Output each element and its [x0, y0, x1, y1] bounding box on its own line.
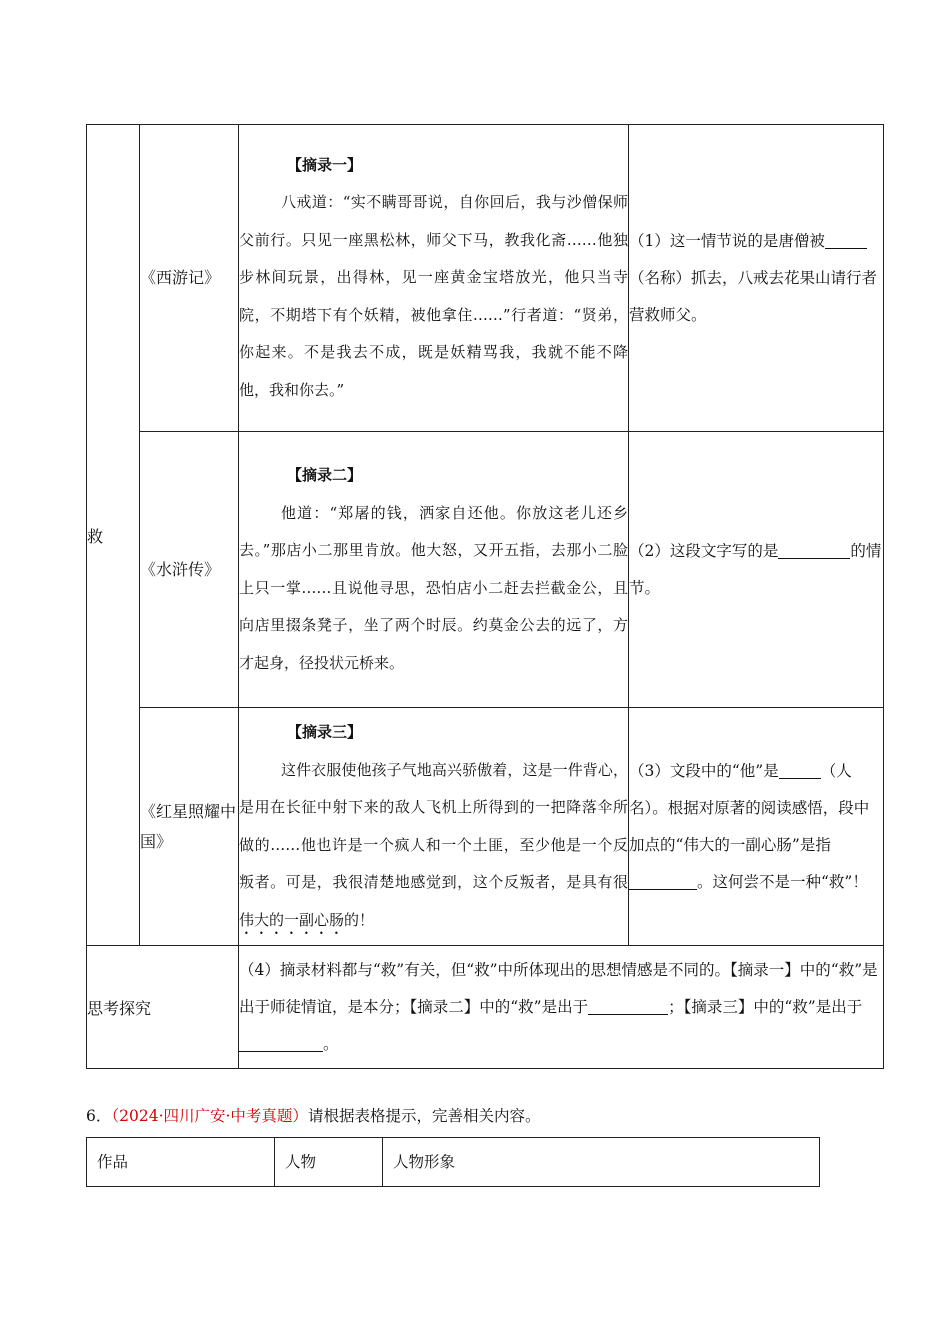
question-2 [629, 432, 884, 708]
excerpt-1-heading: 【摘录一】 [287, 155, 363, 174]
question-6-source: （2024·四川广安·中考真题） [111, 1107, 308, 1125]
think-question [239, 946, 884, 1069]
book-title-hongxing: 《红星照耀中国》 [140, 708, 239, 946]
excerpt-3-body [239, 752, 628, 940]
header-character: 人物 [275, 1138, 383, 1187]
answer-blank-3a[interactable] [779, 762, 821, 779]
question-6 [86, 1104, 540, 1126]
reading-table [86, 124, 884, 1069]
think-text-b: ；【摘录三】中的“救”是出于 [668, 997, 863, 1016]
excerpt-3-heading: 【摘录三】 [287, 723, 363, 741]
excerpt-3-dotted-phrase: 伟大的一副心肠 [239, 910, 345, 929]
think-label-cell: 思考探究 [87, 946, 239, 1069]
answer-blank-1[interactable] [825, 232, 867, 249]
question-6-prompt: 请根据表格提示，完善相关内容。 [307, 1107, 541, 1125]
excerpt-3 [239, 708, 629, 946]
question-3-text-c: 。这何尝不是一种“救”！ [697, 872, 868, 891]
excerpt-2-heading: 【摘录二】 [287, 466, 363, 484]
book-title-xiyouji: 《西游记》 [140, 125, 239, 432]
question-6-number: 6． [86, 1107, 112, 1125]
think-text-a: （4）摘录材料都与“救”有关，但“救”中所体现出的思想情感是不同的。【摘录一】中的“救”是出于师徒情谊，是本分；【摘录二】中的“救”是出于 [239, 960, 878, 1016]
header-character-image: 人物形象 [383, 1138, 820, 1187]
excerpt-3-body-before: 这件衣服使他孩子气地高兴骄傲着，这是一件背心，是用在长征中射下来的敌人飞机上所得到的一把降落伞所做的……他也许是一个疯人和一个土匪，至少他是一个反叛者。可是，我很清楚地感觉到，这个反叛者，是具有很 [239, 760, 628, 891]
excerpt-1 [239, 125, 629, 432]
book-title-shuihuzhuan: 《水浒传》 [140, 432, 239, 708]
question-6-table [86, 1137, 820, 1187]
excerpt-2-body: 他道：“郑屠的钱，洒家自还他。你放这老儿还乡去。”那店小二那里肯放。他大怒，又开五指，去那小二脸上只一掌……且说他寻思，恐怕店小二赶去拦截金公，且向店里掇条凳子，坐了两个时辰。约莫金公去的远了，方才起身，径投状元桥来。 [239, 503, 628, 672]
question-1 [629, 125, 884, 432]
theme-cell: 救 [87, 125, 140, 946]
question-3-text-a: （3）文段中的“他”是 [629, 761, 779, 780]
question-1-text-a: （1）这一情节说的是唐僧被 [629, 231, 825, 250]
answer-blank-2[interactable] [778, 542, 850, 559]
question-2-text-b: 的情节。 [629, 541, 882, 597]
header-work: 作品 [87, 1138, 275, 1187]
excerpt-1-body: 八戒道：“实不瞒哥哥说，自你回后，我与沙僧保师父前行。只见一座黑松林，师父下马，教我化斋……他独步林间玩景，出得林，见一座黄金宝塔放光，他只当寺院，不期塔下有个妖精，被他拿住……”行者道：“贤弟，你起来。不是我去不成，既是妖精骂我，我就不能不降他，我和你去。” [239, 193, 628, 399]
question-3 [629, 708, 884, 946]
question-1-text-b: （名称）抓去，八戒去花果山请行者营救师父。 [629, 268, 878, 324]
answer-blank-3b[interactable] [629, 873, 697, 890]
answer-blank-4a[interactable] [588, 998, 668, 1015]
question-2-text-a: （2）这段文字写的是 [629, 541, 779, 560]
question-3-text-b: （人名）。根据对原著的阅读感悟，段中加点的“伟大的一副心肠”是指 [629, 761, 870, 854]
excerpt-2 [239, 432, 629, 708]
think-text-c: 。 [323, 1034, 339, 1053]
answer-blank-4b[interactable] [239, 1035, 323, 1052]
excerpt-3-body-after: 的！ [344, 910, 375, 929]
